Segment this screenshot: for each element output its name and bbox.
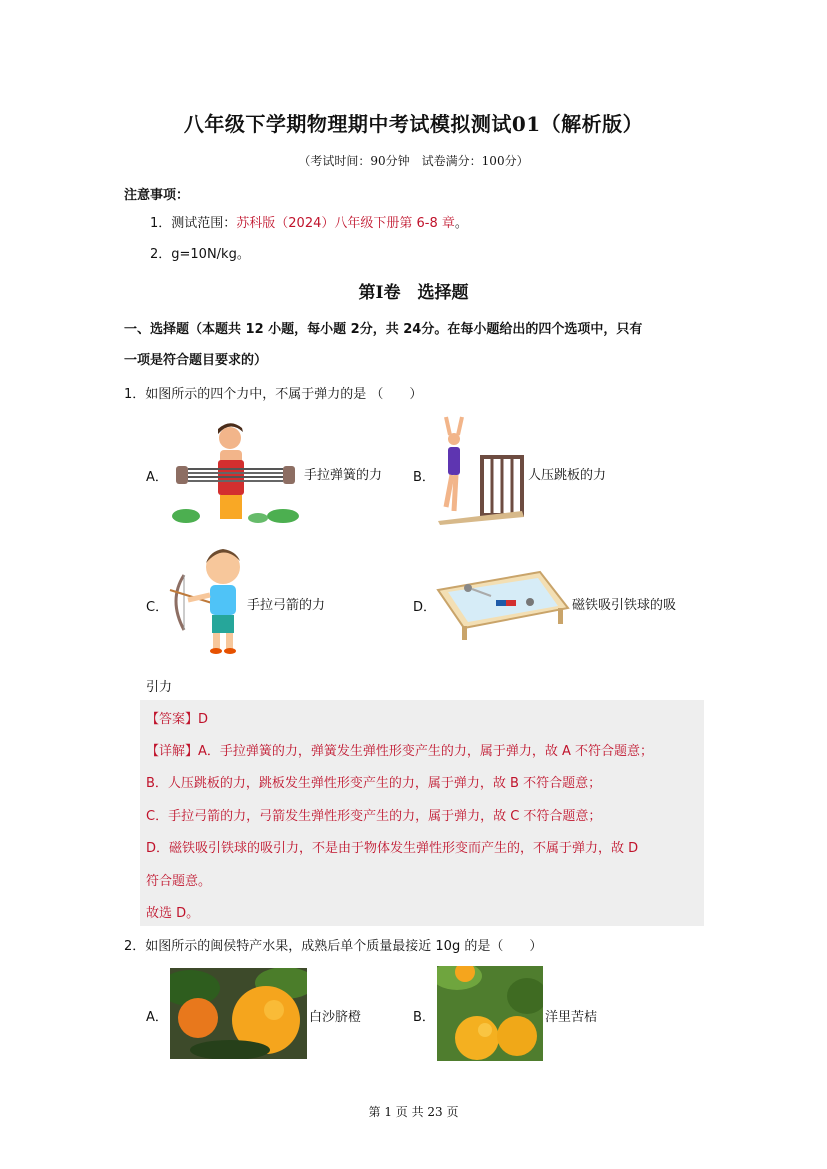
figure-navel-orange [170,968,307,1059]
q2-option-b-letter: B． [413,1010,435,1025]
option-d-letter: D． [413,600,437,615]
q2-option-b-label: 洋里苦桔 [545,1010,598,1025]
notes-item-1 [150,212,468,231]
question-2-stem: 2．如图所示的闽侯特产水果，成熟后单个质量最接近 10g 的是（ ） [124,939,543,954]
question-1-stem: 1．如图所示的四个力中，不属于弹力的是 （ ） [124,387,423,402]
explanation-line-1: 【详解】A．手拉弹簧的力，弹簧发生弹性形变产生的力，属于弹力，故 A 不符合题意； [146,744,654,759]
answer-line: 【答案】D [146,712,209,727]
notes-heading: 注意事项： [124,188,190,203]
figure-springboard [434,415,526,527]
notes-item-1-scope: 苏科版（2024）八年级下册第 6-8 章 [236,216,455,231]
explanation-line-3: C．手拉弓箭的力，弓箭发生弹性形变产生的力，属于弹力，故 C 不符合题意； [146,809,602,824]
page-footer: 第 1 页 共 23 页 [368,1105,459,1119]
section-instruction-line-1: 一、选择题（本题共 12 小题，每小题 2分，共 24分。在每小题给出的四个选项中，只有 [124,322,643,337]
figure-spring-expander [168,420,303,525]
q2-option-a-label: 白沙脐橙 [309,1010,362,1025]
explanation-line-4: D．磁铁吸引铁球的吸引力，不是由于物体发生弹性形变而产生的，不属于弹力，故 D [146,841,639,856]
figure-bow-arrow [166,545,246,657]
page-title: 八年级下学期物理期中考试模拟测试01（解析版） [183,112,644,136]
notes-item-1-prefix: 1．测试范围： [150,216,237,231]
option-d-label: 磁铁吸引铁球的吸 [572,598,677,613]
option-b-label: 人压跳板的力 [528,468,607,483]
option-c-letter: C． [146,600,169,615]
figure-magnet-ball [436,566,570,642]
explanation-line-5: 符合题意。 [146,874,212,889]
notes-item-2: 2．g=10N/kg。 [150,247,250,262]
exam-info: （考试时间：90分钟 试卷满分：100分） [298,154,529,168]
option-b-letter: B． [413,470,435,485]
explanation-line-2: B．人压跳板的力，跳板发生弹性形变产生的力，属于弹力，故 B 不符合题意； [146,776,602,791]
q2-option-a-letter: A． [146,1010,168,1025]
explanation-line-6: 故选 D。 [146,906,200,921]
section-instruction-line-2: 一项是符合题目要求的） [124,353,268,368]
option-c-label: 手拉弓箭的力 [247,598,326,613]
notes-item-1-suffix: 。 [454,216,468,231]
figure-bitter-tangerine [437,966,543,1061]
option-a-letter: A． [146,470,168,485]
section-title: 第Ⅰ卷 选择题 [358,283,469,303]
option-d-label-wrap: 引力 [146,680,173,695]
option-a-label: 手拉弹簧的力 [304,468,383,483]
